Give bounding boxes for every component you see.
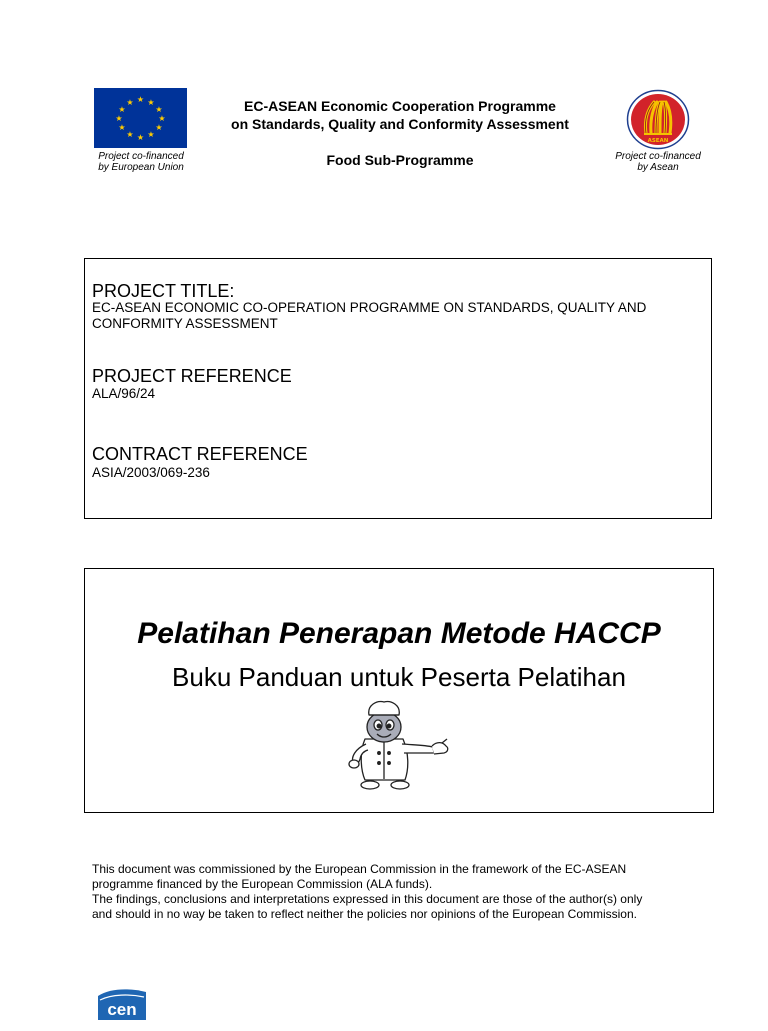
disclaimer-line2: programme financed by the European Commission (ALA funds). (92, 877, 433, 891)
svg-text:★: ★ (155, 123, 163, 132)
asean-caption-line2: by Asean (637, 162, 679, 173)
project-reference-label: PROJECT REFERENCE (92, 366, 292, 386)
eu-caption-line1: Project co-financed (98, 151, 184, 162)
contract-reference-value: ASIA/2003/069-236 (92, 465, 210, 480)
eu-stars-icon (94, 88, 187, 148)
document-title: Pelatihan Penerapan Metode HACCP (137, 617, 661, 650)
disclaimer-text (92, 862, 712, 922)
svg-text:★: ★ (155, 105, 163, 114)
disclaimer-line3: The findings, conclusions and interpretations expressed in this document are those of the author(s) only (92, 892, 643, 906)
project-title-value-line2: CONFORMITY ASSESSMENT (92, 316, 278, 331)
svg-text:★: ★ (136, 133, 145, 142)
svg-text:★: ★ (118, 123, 126, 132)
disclaimer-line4: and should in no way be taken to reflect neither the policies nor opinions of the European Commission. (92, 907, 637, 921)
svg-text:★: ★ (118, 105, 126, 114)
svg-text:★: ★ (126, 98, 134, 107)
asean-caption-line1: Project co-financed (615, 151, 701, 162)
asean-logo-text: ASEAN (647, 138, 669, 144)
cen-logo (96, 986, 150, 1026)
project-title-value (92, 300, 702, 332)
asean-logo (626, 89, 690, 150)
project-title-label: PROJECT TITLE: (92, 281, 235, 301)
programme-title (196, 97, 604, 133)
svg-text:★: ★ (136, 95, 145, 104)
asean-caption (606, 151, 710, 173)
svg-text:★: ★ (158, 114, 166, 123)
chef-mascot-icon (343, 697, 453, 791)
subprogramme-title: Food Sub-Programme (326, 152, 474, 168)
svg-text:★: ★ (115, 114, 123, 123)
eu-flag-logo (94, 88, 187, 148)
eu-caption (88, 151, 194, 173)
document-subtitle: Buku Panduan untuk Peserta Pelatihan (172, 662, 626, 692)
contract-reference-label: CONTRACT REFERENCE (92, 444, 308, 464)
eu-caption-line2: by European Union (98, 162, 184, 173)
programme-title-line2: on Standards, Quality and Conformity Assessment (231, 116, 569, 132)
svg-text:★: ★ (147, 130, 155, 139)
project-title-value-line1: EC-ASEAN ECONOMIC CO-OPERATION PROGRAMME ON STANDARDS, QUALITY AND (92, 300, 647, 315)
programme-title-line1: EC-ASEAN Economic Cooperation Programme (244, 98, 556, 114)
svg-text:★: ★ (147, 98, 155, 107)
svg-text:★: ★ (126, 130, 134, 139)
project-reference-value: ALA/96/24 (92, 386, 156, 401)
cen-logo-text: cen (107, 1000, 137, 1019)
disclaimer-line1: This document was commissioned by the European Commission in the framework of the EC-ASEAN (92, 862, 627, 876)
